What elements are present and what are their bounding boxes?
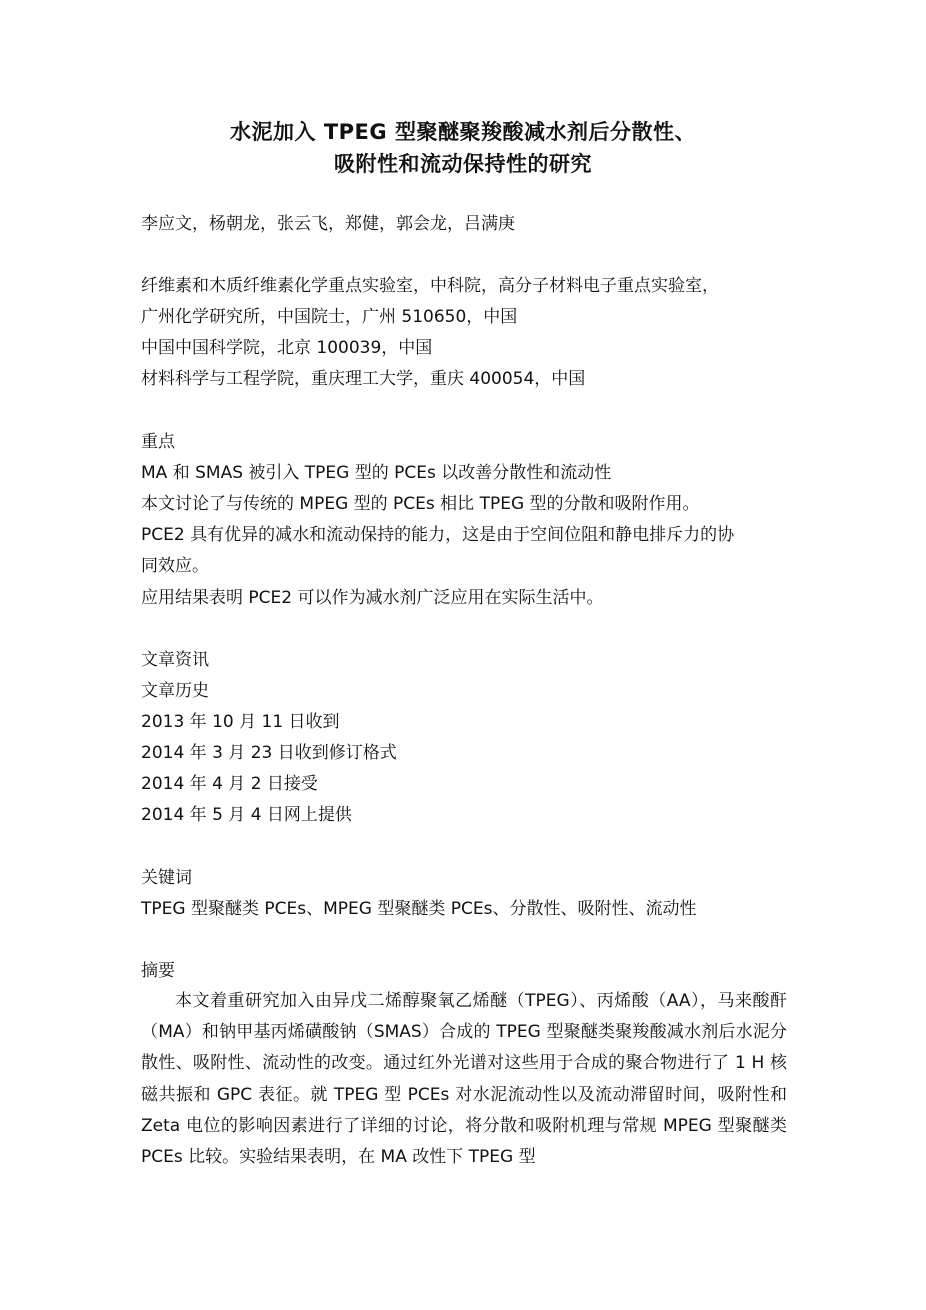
paper-title-line-2: 吸附性和流动保持性的研究	[334, 152, 592, 176]
highlight-item-3-continued: 同效应。	[141, 556, 209, 576]
affiliation-4: 材料科学与工程学院，重庆理工大学，重庆 400054，中国	[141, 369, 586, 389]
online-date: 2014 年 5 月 4 日网上提供	[141, 805, 352, 825]
affiliation-1: 纤维素和木质纤维素化学重点实验室，中科院，高分子材料电子重点实验室，	[141, 276, 719, 296]
author-list: 李应文，杨朝龙，张云飞，郑健，郭会龙，吕满庚	[141, 214, 515, 234]
paper-title-line-1: 水泥加入 TPEG 型聚醚聚羧酸减水剂后分散性、	[230, 120, 696, 144]
article-history-heading: 文章历史	[141, 681, 209, 701]
highlight-item-1: MA 和 SMAS 被引入 TPEG 型的 PCEs 以改善分散性和流动性	[141, 463, 612, 483]
received-date: 2013 年 10 月 11 日收到	[141, 712, 340, 732]
highlight-item-2: 本文讨论了与传统的 MPEG 型的 PCEs 相比 TPEG 型的分散和吸附作用。	[141, 494, 700, 514]
affiliation-3: 中国中国科学院，北京 100039，中国	[141, 338, 433, 358]
highlight-item-3: PCE2 具有优异的减水和流动保持的能力，这是由于空间位阻和静电排斥力的协	[141, 525, 735, 545]
abstract-paragraph: 本文着重研究加入由异戊二烯醇聚氧乙烯醚（TPEG）、丙烯酸（AA），马来酸酐（MA）和钠甲基丙烯磺酸钠（SMAS）合成的 TPEG 型聚醚类聚羧酸减水剂后水泥分散性、吸附性、流动性的改变。通过红外光谱对这些用于合成的聚合物进行了 1 H 核磁共振和 GPC 表征。就 TPEG 型 PCEs 对水泥流动性以及流动滞留时间，吸附性和 Zeta 电位的影响因素进行了详细的讨论，将分散和吸附机理与常规 MPEG 型聚醚类 PCEs 比较。实验结果表明，在 MA 改性下 TPEG 型	[141, 991, 787, 1168]
affiliation-2: 广州化学研究所，中国院士，广州 510650，中国	[141, 307, 518, 327]
highlights-heading: 重点	[141, 432, 175, 452]
highlight-item-4: 应用结果表明 PCE2 可以作为减水剂广泛应用在实际生活中。	[141, 588, 604, 608]
article-info-heading: 文章资讯	[141, 650, 209, 670]
accepted-date: 2014 年 4 月 2 日接受	[141, 774, 318, 794]
keywords-text: TPEG 型聚醚类 PCEs、MPEG 型聚醚类 PCEs、分散性、吸附性、流动性	[141, 899, 697, 919]
keywords-heading: 关键词	[141, 868, 192, 888]
revised-date: 2014 年 3 月 23 日收到修订格式	[141, 743, 397, 763]
abstract-heading: 摘要	[141, 961, 175, 981]
